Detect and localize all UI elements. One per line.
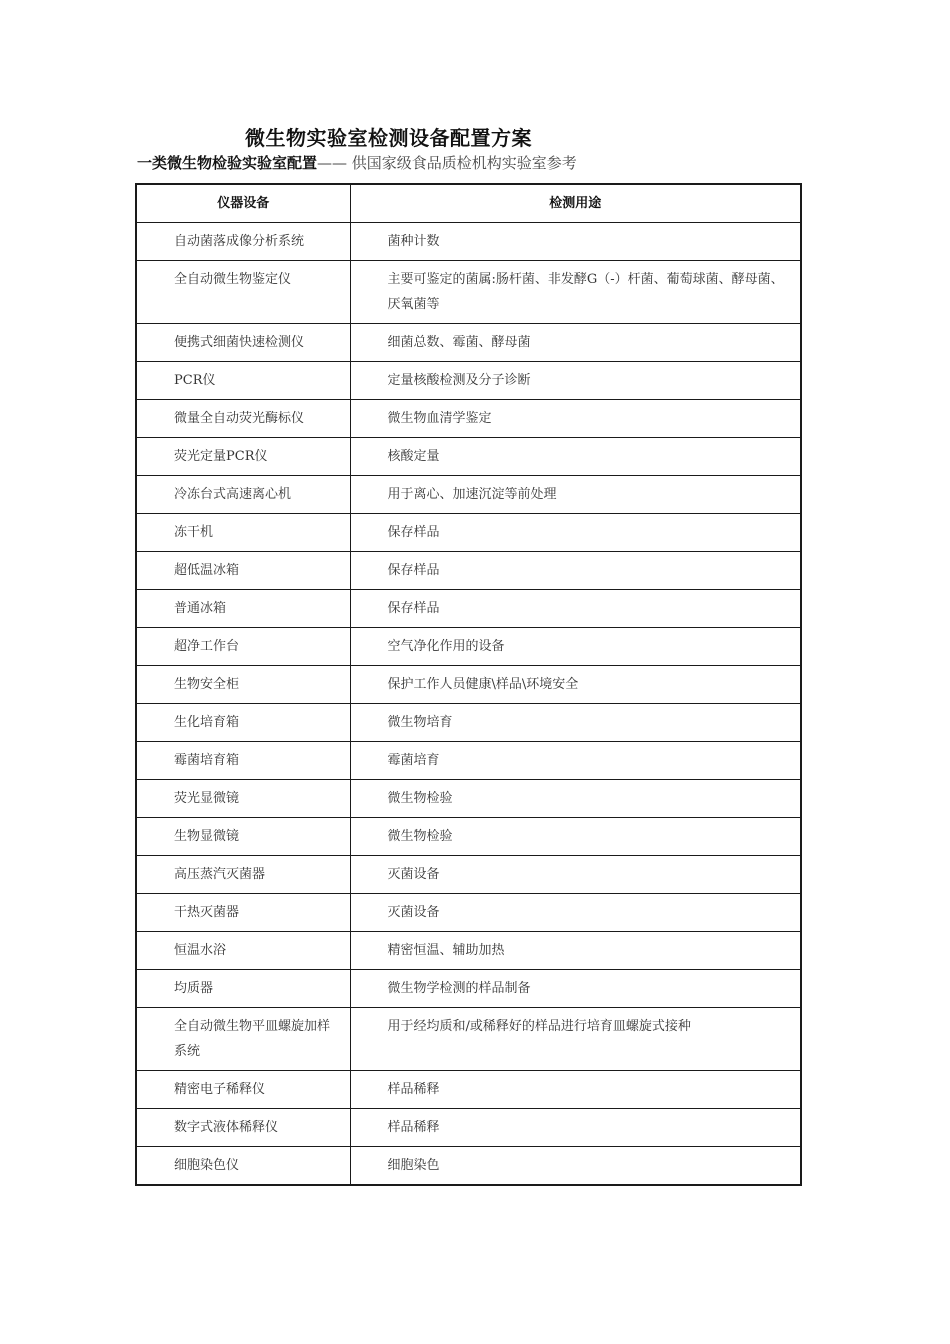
equipment-cell: 生物显微镜 — [136, 818, 350, 856]
table-row — [136, 780, 801, 818]
table-row — [136, 324, 801, 362]
purpose-cell: 微生物检验 — [350, 818, 801, 856]
subtitle-reference: —— 供国家级食品质检机构实验室参考 — [317, 154, 577, 172]
table-row — [136, 514, 801, 552]
table-row — [136, 362, 801, 400]
purpose-cell: 空气净化作用的设备 — [350, 628, 801, 666]
purpose-cell: 菌种计数 — [350, 223, 801, 261]
table-row — [136, 1147, 801, 1186]
purpose-cell: 细菌总数、霉菌、酵母菌 — [350, 324, 801, 362]
equipment-cell: 全自动微生物平皿螺旋加样系统 — [136, 1008, 350, 1071]
equipment-cell: 自动菌落成像分析系统 — [136, 223, 350, 261]
purpose-cell: 微生物血清学鉴定 — [350, 400, 801, 438]
table-row — [136, 628, 801, 666]
table-row — [136, 590, 801, 628]
purpose-cell: 核酸定量 — [350, 438, 801, 476]
equipment-cell: 便携式细菌快速检测仪 — [136, 324, 350, 362]
purpose-cell: 细胞染色 — [350, 1147, 801, 1186]
table-row — [136, 856, 801, 894]
purpose-cell: 保护工作人员健康\样品\环境安全 — [350, 666, 801, 704]
purpose-cell: 主要可鉴定的菌属:肠杆菌、非发酵G（-）杆菌、葡萄球菌、酵母菌、厌氧菌等 — [350, 261, 801, 324]
table-row — [136, 552, 801, 590]
equipment-table — [135, 183, 802, 1186]
table-row — [136, 970, 801, 1008]
equipment-cell: 超净工作台 — [136, 628, 350, 666]
purpose-cell: 保存样品 — [350, 514, 801, 552]
purpose-cell: 定量核酸检测及分子诊断 — [350, 362, 801, 400]
subtitle-lab-class: 一类微生物检验实验室配置 — [137, 154, 318, 172]
purpose-cell: 样品稀释 — [350, 1071, 801, 1109]
equipment-cell: 冷冻台式高速离心机 — [136, 476, 350, 514]
table-row — [136, 261, 801, 324]
equipment-cell: 数字式液体稀释仪 — [136, 1109, 350, 1147]
table-row — [136, 704, 801, 742]
table-row — [136, 1109, 801, 1147]
equipment-cell: 全自动微生物鉴定仪 — [136, 261, 350, 324]
purpose-cell: 用于离心、加速沉淀等前处理 — [350, 476, 801, 514]
purpose-cell: 样品稀释 — [350, 1109, 801, 1147]
equipment-cell: 恒温水浴 — [136, 932, 350, 970]
purpose-cell: 微生物培育 — [350, 704, 801, 742]
purpose-cell: 保存样品 — [350, 590, 801, 628]
purpose-cell: 灭菌设备 — [350, 894, 801, 932]
table-row — [136, 223, 801, 261]
equipment-cell: 均质器 — [136, 970, 350, 1008]
equipment-cell: 荧光显微镜 — [136, 780, 350, 818]
equipment-cell: 微量全自动荧光酶标仪 — [136, 400, 350, 438]
document-title: 微生物实验室检测设备配置方案 — [245, 126, 532, 150]
equipment-cell: 生物安全柜 — [136, 666, 350, 704]
table-row — [136, 1071, 801, 1109]
purpose-cell: 霉菌培育 — [350, 742, 801, 780]
table-row — [136, 742, 801, 780]
purpose-cell: 保存样品 — [350, 552, 801, 590]
header-equipment: 仪器设备 — [136, 184, 350, 223]
table-row — [136, 438, 801, 476]
table-row — [136, 818, 801, 856]
table-row — [136, 894, 801, 932]
purpose-cell: 灭菌设备 — [350, 856, 801, 894]
table-row — [136, 932, 801, 970]
table-row — [136, 400, 801, 438]
document-subtitle — [137, 152, 577, 173]
equipment-cell: 荧光定量PCR仪 — [136, 438, 350, 476]
equipment-cell: 冻干机 — [136, 514, 350, 552]
equipment-cell: 干热灭菌器 — [136, 894, 350, 932]
equipment-cell: 霉菌培育箱 — [136, 742, 350, 780]
table-row — [136, 476, 801, 514]
equipment-cell: 细胞染色仪 — [136, 1147, 350, 1186]
table-header-row — [136, 184, 801, 223]
equipment-cell: 高压蒸汽灭菌器 — [136, 856, 350, 894]
table-row — [136, 666, 801, 704]
equipment-cell: PCR仪 — [136, 362, 350, 400]
purpose-cell: 用于经均质和/或稀释好的样品进行培育皿螺旋式接种 — [350, 1008, 801, 1071]
equipment-cell: 超低温冰箱 — [136, 552, 350, 590]
purpose-cell: 精密恒温、辅助加热 — [350, 932, 801, 970]
header-purpose: 检测用途 — [350, 184, 801, 223]
table-row — [136, 1008, 801, 1071]
equipment-cell: 普通冰箱 — [136, 590, 350, 628]
equipment-cell: 精密电子稀释仪 — [136, 1071, 350, 1109]
equipment-cell: 生化培育箱 — [136, 704, 350, 742]
purpose-cell: 微生物检验 — [350, 780, 801, 818]
purpose-cell: 微生物学检测的样品制备 — [350, 970, 801, 1008]
